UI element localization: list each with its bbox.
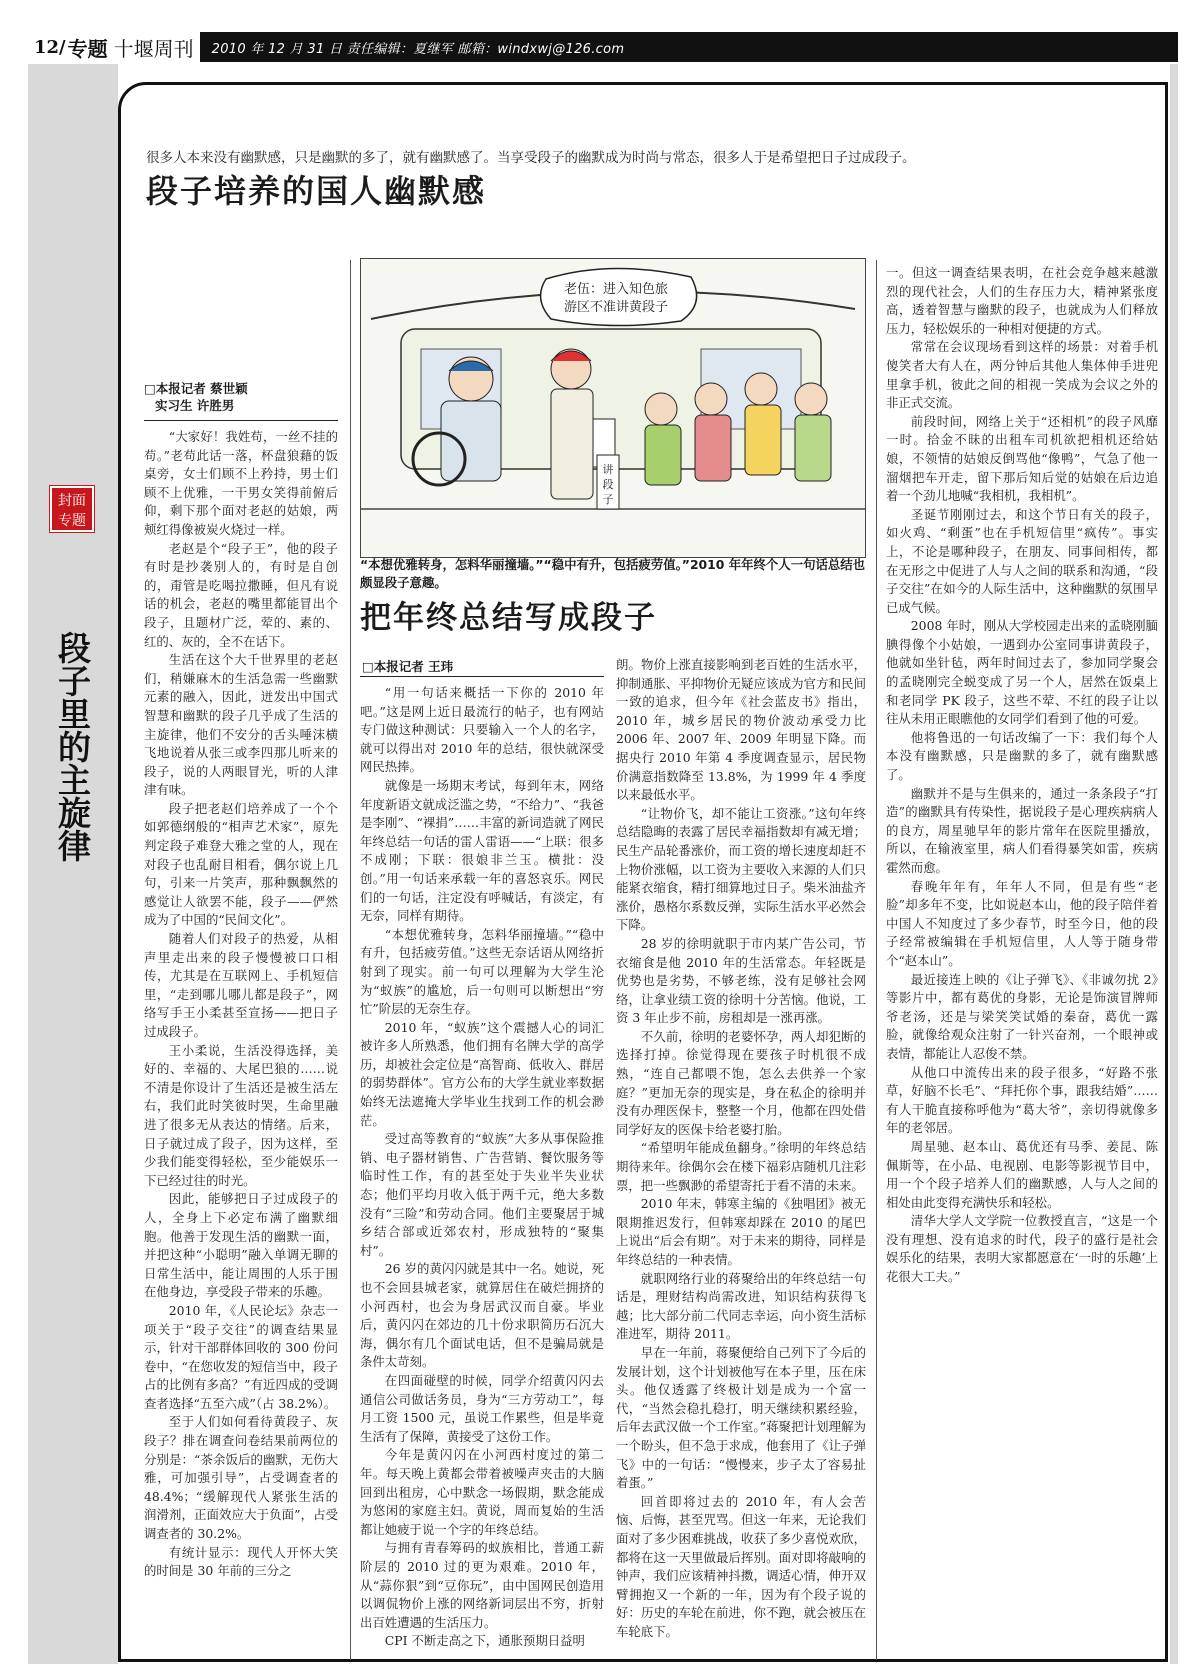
- article1-byline: [144, 380, 248, 414]
- article2-paragraph: 28 岁的徐明就职于市内某广告公司，节衣缩食是他 2010 年的生活常态。年轻既是优势也是劣势，不够老练，没有足够社会网络，让拿业绩工资的徐明十分苦恼。他说，工资 3 年止步不前，房租却是一涨再涨。: [616, 935, 866, 1026]
- article1-column-1: [144, 428, 338, 1660]
- article2-paragraph: “用一句话来概括一下你的 2010 年吧。”这是网上近日最流行的帖子，也有网站专门做这种测试：只要输入一个人的名字，就可以得出对 2010 年的总结，很快就深受网民热捧。: [360, 685, 604, 775]
- article2-paragraph: “希望明年能成鱼翻身。”徐明的年终总结期待来年。徐偶尔会在楼下福彩店随机几注彩票，把一些飘渺的希望寄托于看不清的未来。: [616, 1140, 866, 1193]
- article2-paragraph: 就职网络行业的蒋聚给出的年终总结一句话是，理财结构尚需改进，知识结构获得飞越；比大部分前二代同志幸运，向小资生活标准进军，期待 2011。: [616, 1270, 866, 1342]
- article2-paragraph: CPI 不断走高之下，通胀预期日益明: [384, 1633, 585, 1649]
- article1-paragraph: 幽默并不是与生俱来的，通过一条条段子“打造”的幽默具有传染性，据说段子是心理疾病病人的良方，周星驰早年的影片常年在医院里播放，所以，在输液室里，病人们看得暴笑如雷，疾病霍然而愈。: [886, 785, 1158, 875]
- article1-paragraph: 周星驰、赵本山、葛优还有马季、姜昆、陈佩斯等，在小品、电视剧、电影等影视节目中，用一个个段子培养人们的幽默感，人与人之间的相处由此变得充满快乐和轻松。: [886, 1138, 1158, 1210]
- article1-lead: 很多人本来没有幽默感，只是幽默的多了，就有幽默感了。当享受段子的幽默成为时尚与常态，很多人于是希望把日子过成段子。: [146, 150, 916, 166]
- article2-paragraph: 2010 年末，韩寒主编的《独唱团》被无限期推迟发行，但韩寒却踩在 2010 的尾巴上说出“后会有期”。对于未来的期待，同样是年终总结的一种表情。: [616, 1196, 866, 1267]
- article1-paragraph: 一。但这一调查结果表明，在社会竞争越来越激烈的现代社会，人们的生存压力大，精神紧张度高，透着智慧与幽默的段子，也就成为人们释放压力，轻松娱乐的一种相对便捷的方式。: [886, 265, 1158, 336]
- page-number: 12/: [34, 36, 66, 58]
- article2-paragraph: 与拥有青春筹码的蚁族相比，普通工薪阶层的 2010 过的更为艰难。2010 年，从“蒜你狠”到“豆你玩”，由中国网民创造用以调侃物价上涨的网络新词层出不穷，折射出百姓遭遇的生活压力。: [360, 1540, 604, 1630]
- article1-paragraph: 随着人们对段子的热爱，从相声里走出来的段子慢慢被口口相传，尤其是在互联网上、手机短信里，“走到哪儿哪儿都是段子”，网络写手王小柔甚至宣扬——把日子过成段子。: [144, 931, 338, 1039]
- banner-char-1: 讲: [602, 463, 614, 476]
- article2-byline-rule: [360, 676, 604, 677]
- page-header: [28, 32, 1178, 62]
- article1-paragraph: 圣诞节刚刚过去，和这个节日有关的段子，如火鸡、“剩蛋”也在手机短信里“疯传”。事实上，不论是哪种段子，在朋友、同事间相传，都在无形之中促进了人与人之间的联系和沟通，“段子交往”在如今的人际生活中，这种幽默的氛围早已成气候。: [886, 506, 1158, 615]
- right-gray-margin: [1170, 64, 1178, 1664]
- article1-paragraph: 前段时间，网络上关于“还相机”的段子风靡一时。拾金不昧的出租车司机欲把相机还给姑娘，不领情的姑娘反倒骂他“像鸭”，气急了他一溜烟把车开走，留下那后知后觉的姑娘在后边追着一个劲儿地喊“我相机，我相机”。: [886, 413, 1158, 504]
- cartoon-illustration: [360, 258, 866, 558]
- article2-paragraph: 朗。物价上涨直接影响到老百姓的生活水平，抑制通胀、平抑物价无疑应该成为官方和民间一致的追求，但今年《社会蓝皮书》指出，2010 年，城乡居民的物价波动承受力比 2006 年、2007 年、2009 年明显下降。而据央行 2010 年第 4 季度调查显示，居民物价满意指数降至 13.8%，为 1999 年 4 季度以来最低水平。: [616, 657, 866, 803]
- article1-paragraph: 2008 年时，刚从大学校园走出来的孟晓刚腼腆得像个小姑娘，一遇到办公室同事讲黄段子，他就如坐针毡，两年时间过去了，参加同学聚会的孟晓刚完全蜕变成了另一个人，居然在饭桌上和老同学 PK 段子，这些不荤、不红的段子让以往从未用正眼瞧他的女同学们看到了他的可爱。: [886, 618, 1158, 727]
- article1-paragraph: 段子把老赵们培养成了一个个如郭德纲般的“相声艺术家”，原先判定段子难登大雅之堂的人，现在对段子也乱耐目相看，偶尔说上几句，引来一片笑声，那种飘飘然的感觉让人欲罢不能，段子——俨然成为了中国的“民间文化”。: [144, 800, 338, 928]
- page-flag: [28, 32, 200, 62]
- article1-paragraph: 有统计显示：现代人开怀大笑的时间是 30 年前的三分之: [144, 1544, 338, 1579]
- article1-paragraph: 清华大学人文学院一位教授直言，“这是一个没有理想、没有追求的时代，段子的盛行是社会娱乐化的结果，表明大家都愿意在‘一时的乐趣’上花很大工夫。”: [886, 1213, 1158, 1285]
- article1-paragraph: 最近接连上映的《让子弹飞》、《非诚勿扰 2》等影片中，都有葛优的身影，无论是饰演冒牌师爷老汤，还是与梁笑笑试婚的秦奋，葛优一露脸，就像给观众注射了一针兴奋剂，一个眼神或表情，都能让人忍俊不禁。: [886, 971, 1158, 1061]
- article2-paragraph: 就像是一场期末考试，每到年末，网络年度新语文就成泛滥之势，“不给力”、“我爸是李刚”、“裸捐”……丰富的新词造就了网民年终总结一句话的雷人雷语——“上联：很多不成刚；下联：很娘非兰玉。横批：没创。”用一句话来承载一年的喜怒哀乐。网民们的一句话，注定没有呼喊话，有淡定，有无奈，同样有期待。: [360, 777, 604, 924]
- article1-byline-rule: [144, 420, 338, 421]
- article2-column-1: [360, 684, 604, 1660]
- article1-intern: 实习生 许胜男: [155, 398, 235, 413]
- article1-reporter: □本报记者 蔡世颖: [144, 381, 248, 396]
- section-badge: 封面专题: [50, 486, 94, 532]
- article2-paragraph: 不久前，徐明的老婆怀孕，两人却犯断的选择打掉。徐觉得现在要孩子时机很不成熟，“连自己都喂不饱，怎么去供养一个家庭？”更加无奈的现实是，身在私企的徐明并没有办理医保卡，整整一个月，他都在四处借同学好友的医保卡给老婆打胎。: [616, 1028, 866, 1137]
- article1-paragraph: 至于人们如何看待黄段子、灰段子？排在调查问卷结果前两位的分别是：“茶余饭后的幽默，无伤大雅，可加强引导”，占受调查者的 48.4%；“缓解现代人紧张生活的润滑剂，正面效应大于负面”，占受调查者的 30.2%。: [144, 1414, 338, 1542]
- article1-paragraph: 他将鲁迅的一句话改编了一下：我们每个人本没有幽默感，只是幽默的多了，就有幽默感了。: [886, 729, 1158, 783]
- article2-paragraph: 受过高等教育的“蚁族”大多从事保险推销、电子器材销售、广告营销、餐饮服务等临时性工作，有的甚至处于失业半失业状态；他们平均月收入低于两千元，绝大多数没有“三险”和劳动合同。他们主要聚居于城乡结合部或近郊农村，形成独特的“聚集村”。: [360, 1131, 604, 1258]
- article2-paragraph: 早在一年前，蒋聚便给自己列下了今后的发展计划，这个计划被他写在本子里，压在床头。他仅透露了终极计划是成为一个富一代，“当然会稳扎稳打，明天继续积累经验，后年去武汉做一个工作室。”蒋聚把计划理解为一个盼头，但不急于求成，他套用了《让子弹飞》中的一句话：“慢慢来，步子太了容易扯着蛋。”: [616, 1344, 866, 1491]
- article2-byline: □本报记者 王玮: [362, 659, 454, 674]
- sign-board: [541, 268, 697, 325]
- article2-paragraph: “本想优雅转身，怎料华丽撞墙。”“稳中有升，包括疲劳值。”这些无奈话语从网络折射到了现实。前一句可以理解为大学生沦为“蚁族”的尴尬，后一句则可以断想出“穷忙”阶层的无奈生存。: [360, 926, 604, 1017]
- article1-paragraph: 2010 年，《人民论坛》杂志一项关于“段子交往”的调查结果显示，针对干部群体回收的 300 份问卷中，“在您收发的短信当中，段子占的比例有多高？”有近四成的受调查者选择“五至六成”（占 38.2%）。: [144, 1302, 338, 1411]
- banner-char-2: 段: [602, 478, 614, 491]
- paper-name: 十堰周刊: [113, 36, 194, 61]
- column-divider: [876, 260, 877, 1660]
- article2-paragraph: “让物价飞，却不能让工资涨。”这句年终总结隐晦的表露了居民幸福指数却有减无增；民生产品轮番涨价，而工资的增长速度却赶不上物价涨幅，以工资为主要收入来源的人们只能紧衣缩食，精打细算地过日子。柴米油盐齐涨价，愚格尔系数反弹，实际生活水平必然会下降。: [616, 805, 866, 933]
- article2-paragraph: 在四面碰壁的时候，同学介绍黄闪闪去通信公司做话务员，身为“三方劳动工”，每月工资 1500 元，虽说工作累些，但是毕竟生活有了保障，黄接受了这份工作。: [360, 1372, 604, 1444]
- cartoon-drawing: [361, 259, 865, 557]
- vertical-feature-title: 段子里的主旋律: [53, 630, 92, 862]
- article1-paragraph: 常常在会议现场看到这样的场景：对着手机傻笑者大有人在，两分钟后其他人集体伸手进兜里拿手机，彼此之间的相视一笑成为会议之外的非正式交流。: [886, 339, 1158, 411]
- article2-title: 把年终总结写成段子: [360, 600, 657, 636]
- article2-paragraph: 26 岁的黄闪闪就是其中一名。她说，死也不会回县城老家，就算居住在破烂拥挤的小河西村，也会为身居武汉而自豪。毕业后，黄闪闪在郊边的几十份求职简历石沉大海，偶尔有几个面试电话，但不是骗局就是条件太苛刻。: [360, 1261, 604, 1370]
- article1-paragraph: 从他口中流传出来的段子很多，“好路不张草，好脑不长毛”、“拜托你个事，跟我结婚”……有人干脆直接称呼他为“葛大爷”，亲切得就像多年的老邻居。: [886, 1064, 1158, 1136]
- article2-paragraph: 2010 年，“蚁族”这个震撼人心的词汇被许多人所熟悉，他们拥有名牌大学的高学历，却被社会定位是“高智商、低收入、群居的弱势群体”。官方公布的大学生就业率数据始终无法遮掩大学毕业生找到工作的机会渺茫。: [360, 1019, 604, 1128]
- section-name: 专题: [67, 36, 108, 61]
- article1-column-2: [886, 264, 1158, 1660]
- column-divider: [350, 260, 351, 1660]
- article1-paragraph: 因此，能够把日子过成段子的人，全身上下必定布满了幽默细胞。他善于发现生活的幽默一面，并把这种“小聪明”融入单调无聊的日常生活中，能让周围的人乐于围在他身边，享受段子带来的乐趣。: [144, 1191, 338, 1300]
- banner-char-3: 子: [602, 493, 614, 506]
- article1-paragraph: “大家好！我姓苟，一丝不挂的苟。”老苟此话一落，杯盘狼藉的饭桌旁，女士们顾不上矜持，男士们顾不上优雅，一干男女笑得前俯后仰，剩下那个面对老赵的姑娘，两颊红得像被炭火烧过一样。: [144, 429, 338, 537]
- article2-paragraph: 回首即将过去的 2010 年，有人会苦恼、后悔，甚至咒骂。但这一年来，无论我们面对了多少困难挑战，收获了多少喜悦欢欣，都将在这一天里做最后挥别。面对即将敲响的钟声，我们应该精神抖擞，调适心情，伸开双臂拥抱又一个新的一年，因为有个段子说的好：历史的车轮在前进，你不跑，就会被压在车轮底下。: [616, 1493, 866, 1639]
- article1-title: 段子培养的国人幽默感: [146, 172, 487, 210]
- sign-line-1: 老伍：进入知色旅: [563, 282, 669, 297]
- editor-info: 2010 年 12 月 31 日 责任编辑：夏继军 邮箱：windxwj@126.com: [211, 41, 625, 57]
- article2-paragraph: 今年是黄闪闪在小河西村度过的第二年。每天晚上黄都会带着被噪声夹击的大脑回到出租房，心中默念一场假期，默念能成为悠闲的家庭主妇。黄说，周而复始的生活都让她疲于说一个字的年终总结。: [360, 1447, 604, 1537]
- article2-column-2: [616, 656, 866, 1660]
- article1-paragraph: 春晚年年有，年年人不同，但是有些“老脸”却多年不变，比如说赵本山，他的段子陪伴着中国人不知度过了多少春节，时至今日，他的段子经常被编辑在手机短信里，人人等于随身带个“赵本山”。: [886, 878, 1158, 968]
- article1-paragraph: 王小柔说，生活没得选择，美好的、幸福的、大尾巴狼的……说不清是你设计了生活还是被生活左右，我们此时笑彼时哭，生命里融进了很多无从表达的情绪。后来，日子就过成了段子，因为这样，至少我们能变得轻松，至少能娱乐一下已经过往的时光。: [144, 1042, 338, 1188]
- cartoon-caption: “本想优雅转身，怎料华丽撞墙。”“稳中有升，包括疲劳值。”2010 年年终个人一句话总结也颇显段子意趣。: [360, 557, 866, 590]
- sign-line-2: 游区不准讲黄段子: [563, 300, 669, 315]
- article1-paragraph: 老赵是个“段子王”，他的段子有时是抄袭别人的，有时是自创的，甭管是吃喝拉撒睡，但凡有说话的机会，老赵的嘴里都能冒出个段子，且题材广泛，荤的、素的、红的、灰的，全不在话下。: [144, 540, 338, 649]
- article1-paragraph: 生活在这个大千世界里的老赵们，稍嫌麻木的生活急需一些幽默元素的融入，因此，迸发出中国式智慧和幽默的段子几乎成了生活的主旋律，他们不安分的舌头唾沫横飞地说着从张三或李四那儿听来的段子，说的人两眼冒光，听的人津津有味。: [144, 652, 338, 798]
